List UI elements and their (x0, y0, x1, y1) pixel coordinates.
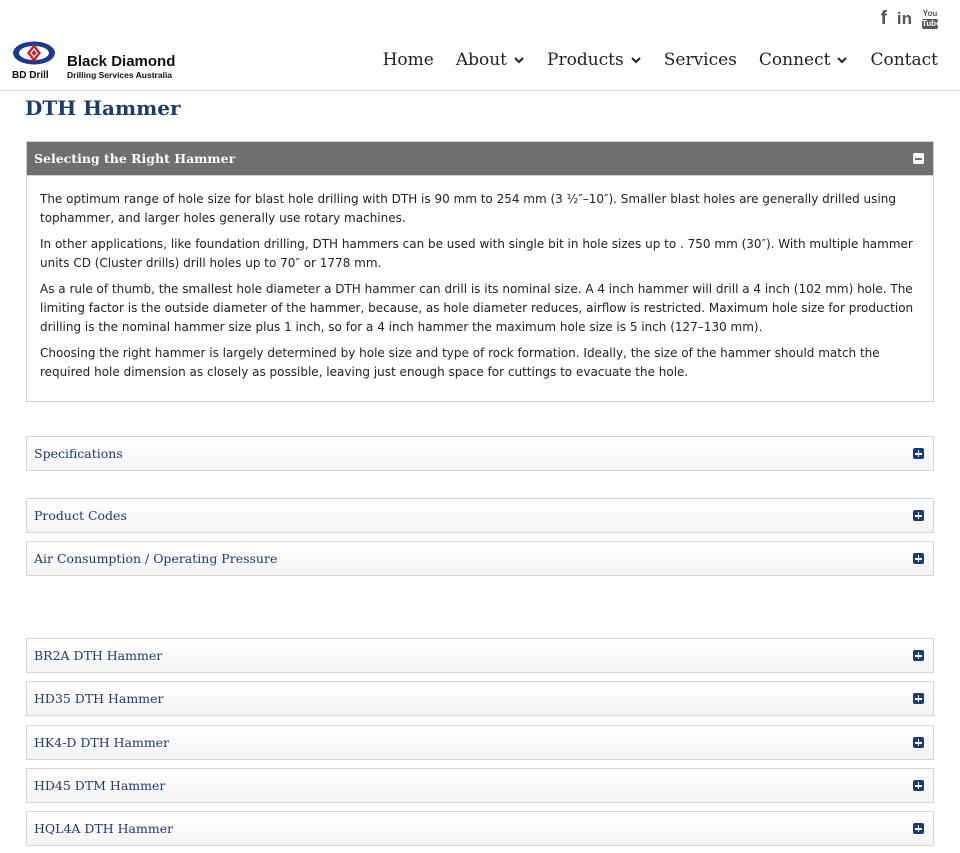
accordion-title: Selecting the Right Hammer (34, 151, 236, 166)
nav-services-label: Services (663, 50, 737, 70)
youtube-icon-top: You (922, 8, 938, 18)
accordion-header[interactable] (27, 142, 933, 175)
nav-products-label: Products (547, 50, 624, 70)
expand-icon[interactable] (913, 650, 924, 661)
accordion-title: HD35 DTH Hammer (34, 691, 164, 706)
accordion-panel-air-consumption (26, 541, 934, 576)
site-header (0, 38, 960, 91)
accordion-header[interactable] (27, 499, 933, 532)
accordion-panel-specifications (26, 436, 934, 471)
accordion-title: Product Codes (34, 508, 127, 523)
accordion-panel-hk4d (26, 725, 934, 760)
collapse-icon[interactable] (913, 153, 924, 164)
logo-small-text: BD Drill (12, 70, 49, 81)
youtube-icon[interactable] (922, 8, 941, 29)
expand-icon[interactable] (913, 737, 924, 748)
nav-home-label: Home (382, 50, 434, 70)
accordion-panel-br2a (26, 638, 934, 673)
accordion-title: Air Consumption / Operating Pressure (34, 551, 278, 566)
nav-home[interactable] (383, 50, 434, 70)
accordion-header[interactable] (27, 437, 933, 470)
accordion-header[interactable] (27, 812, 933, 845)
expand-icon[interactable] (913, 510, 924, 521)
paragraph: The optimum range of hole size for blast hole drilling with DTH is 90 mm to 254 mm (3 ½″–10″). Smaller blast holes are generally drilled using tophammer, and larger holes generally use rotary machines. (40, 192, 896, 225)
accordion-header[interactable] (27, 542, 933, 575)
expand-icon[interactable] (913, 553, 924, 564)
nav-about[interactable] (456, 50, 525, 70)
accordion-title: HD45 DTM Hammer (34, 778, 166, 793)
paragraph: As a rule of thumb, the smallest hole diameter a DTH hammer can drill is its nominal size. A 4 inch hammer will drill a 4 inch (102 mm) hole. The limiting factor is the outside diameter of the hammer, because, as hole diameter reduces, airflow is restricted. Maximum hole size for production drilling is the nominal hammer size plus 1 inch, so for a 4 inch hammer the maximum hole size is 5 inch (127–130 mm). (40, 282, 914, 334)
chevron-down-icon (513, 54, 525, 66)
main-nav (361, 50, 938, 70)
nav-about-label: About (455, 50, 508, 70)
accordion-title: BR2A DTH Hammer (34, 648, 163, 663)
accordion-title: HK4-D DTH Hammer (34, 735, 170, 750)
paragraph: Choosing the right hammer is largely determined by hole size and type of rock formation. Ideally, the size of the hammer should match the required hole dimension as closely as possible, leaving just enough space for cuttings to evacuate the hole. (40, 346, 880, 379)
social-links (880, 8, 941, 30)
chevron-down-icon (630, 54, 642, 66)
accordion-body (27, 175, 933, 401)
facebook-icon[interactable]: f (880, 8, 887, 29)
chevron-down-icon (836, 54, 848, 66)
nav-connect-label: Connect (758, 50, 831, 70)
nav-contact[interactable] (870, 50, 938, 70)
nav-services[interactable] (664, 50, 737, 70)
nav-connect[interactable] (759, 50, 849, 70)
accordion-panel-hd45 (26, 768, 934, 803)
accordion-header[interactable] (27, 682, 933, 715)
expand-icon[interactable] (913, 693, 924, 704)
accordion-panel-hql4a (26, 811, 934, 846)
accordion-title: HQL4A DTH Hammer (34, 821, 174, 836)
page-title: DTH Hammer (25, 96, 181, 120)
youtube-icon-bottom: Tube (922, 18, 941, 28)
paragraph: In other applications, like foundation drilling, DTH hammers can be used with single bit in hole sizes up to . 750 mm (30″). With multiple hammer units CD (Cluster drills) drill holes up to 70″ or 1778 mm. (40, 237, 913, 270)
logo-tagline: Drilling Services Australia (67, 70, 173, 80)
expand-icon[interactable] (913, 823, 924, 834)
expand-icon[interactable] (913, 448, 924, 459)
accordion-header[interactable] (27, 726, 933, 759)
logo-name: Black Diamond (67, 53, 176, 70)
accordion-title: Specifications (34, 446, 123, 461)
logo[interactable] (11, 40, 201, 84)
accordion-header[interactable] (27, 639, 933, 672)
accordion-panel-product-codes (26, 498, 934, 533)
accordion-panel-hd35 (26, 681, 934, 716)
nav-contact-label: Contact (870, 50, 938, 70)
linkedin-icon[interactable]: in (896, 9, 912, 28)
expand-icon[interactable] (913, 780, 924, 791)
nav-products[interactable] (547, 50, 642, 70)
accordion-panel-selecting-hammer (26, 141, 934, 402)
accordion-header[interactable] (27, 769, 933, 802)
